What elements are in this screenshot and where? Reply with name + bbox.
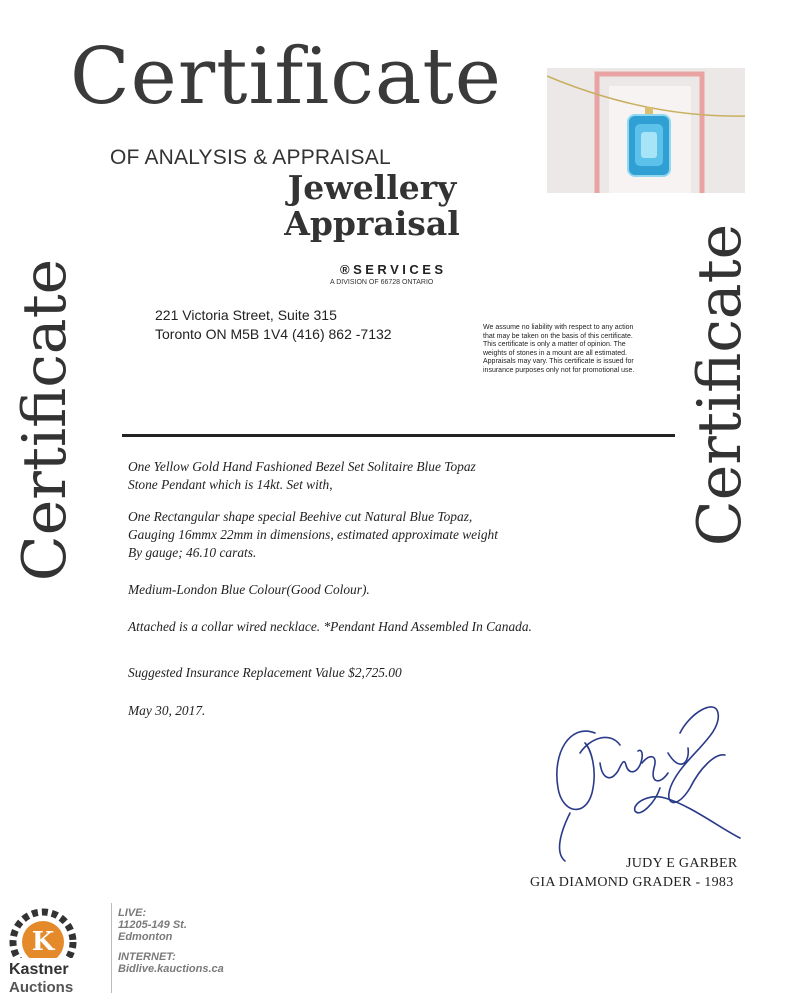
internet-label: INTERNET: (118, 951, 176, 963)
handwritten-signature (540, 693, 750, 863)
kastner-auctions-logo (5, 906, 110, 998)
stone-description-line-3: By gauge; 46.10 carats. (128, 545, 257, 560)
brand-services: ®SERVICES (340, 262, 447, 277)
brand-line-2: Appraisal (284, 204, 460, 243)
liability-disclaimer: We assume no liability with respect to any action that may be taken on the basis of this certificate. This certificate is only a matter of opinion. The weights of stones in a mount are all estimated. Appraisals may vary. This certificate is issued for insurance purposes only not for promotional use. (483, 324, 635, 374)
certificate-subtitle: OF ANALYSIS & APPRAISAL (110, 146, 391, 169)
internet-url[interactable]: Bidlive.kauctions.ca (118, 963, 224, 975)
certificate-title: Certificate (70, 32, 502, 122)
live-label: LIVE: (118, 907, 147, 919)
signature-icon (540, 693, 750, 863)
pendant-image-icon (547, 68, 745, 193)
signer-title: GIA DIAMOND GRADER - 1983 (530, 875, 734, 890)
logo-divider (111, 903, 112, 993)
live-address-line-1: 11205-149 St. (118, 919, 187, 931)
brand-logotype (262, 170, 482, 242)
logo-text-bottom: Auctions (9, 979, 74, 996)
item-description-line-1: One Yellow Gold Hand Fashioned Bezel Set Solitaire Blue Topaz (128, 459, 476, 474)
horizontal-rule (122, 434, 675, 437)
live-address-line-2: Edmonton (118, 931, 173, 943)
colour-grade: Medium-London Blue Colour(Good Colour). (128, 582, 370, 597)
svg-text:K: K (31, 927, 55, 957)
brand-line-1: Jewellery (287, 168, 457, 207)
appraisal-description (128, 458, 688, 720)
necklace-note: Attached is a collar wired necklace. *Pendant Hand Assembled In Canada. (128, 619, 532, 634)
signer-name: JUDY E GARBER (626, 856, 738, 871)
stone-description-line-2: Gauging 16mmx 22mm in dimensions, estimated approximate weight (128, 527, 498, 542)
address-line-2: Toronto ON M5B 1V4 (416) 862 -7132 (155, 326, 392, 342)
auction-logo-icon (5, 906, 110, 998)
stone-description (128, 508, 688, 562)
stone-description-line-1: One Rectangular shape special Beehive cut Natural Blue Topaz, (128, 509, 473, 524)
item-description (128, 458, 688, 494)
address-line-1: 221 Victoria Street, Suite 315 (155, 307, 337, 323)
side-text-right: Certificate (685, 223, 755, 547)
appraisal-date: May 30, 2017. (128, 703, 206, 718)
side-text-left: Certificate (10, 258, 80, 582)
auction-contact (118, 907, 224, 975)
item-description-line-2: Stone Pendant which is 14kt. Set with, (128, 477, 333, 492)
brand-division: A DIVISION OF 66728 ONTARIO (330, 279, 434, 286)
insurance-value: Suggested Insurance Replacement Value $2,725.00 (128, 665, 402, 680)
logo-text-top: Kastner (9, 961, 69, 978)
pendant-photo (547, 68, 745, 193)
business-address (155, 306, 392, 344)
